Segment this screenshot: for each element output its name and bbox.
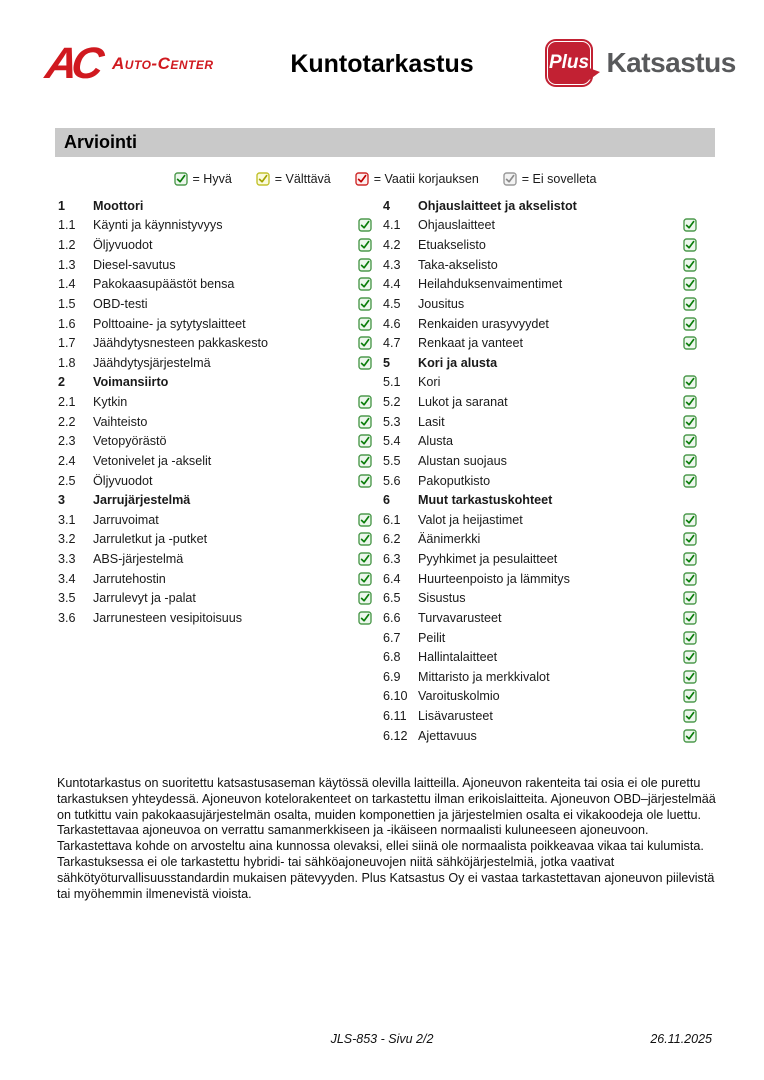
item-number: 3.3	[58, 552, 76, 567]
item-number: 6.4	[383, 571, 401, 586]
checklist-row	[383, 530, 697, 550]
checkmark-icon	[683, 454, 697, 468]
checkmark-icon	[683, 258, 697, 272]
checkmark-icon	[358, 611, 372, 625]
legend-item-good	[174, 172, 232, 186]
item-number: 3.5	[58, 591, 76, 606]
item-number: 3	[58, 493, 66, 508]
checkmark-icon	[358, 513, 372, 527]
checklist-row	[383, 216, 697, 236]
item-label: Turvavarusteet	[418, 610, 502, 625]
fair-check-icon	[256, 172, 270, 186]
item-number: 4.4	[383, 277, 401, 292]
checkmark-icon	[683, 317, 697, 331]
plus-katsastus-logo	[545, 39, 736, 87]
item-number: 4.7	[383, 336, 401, 351]
item-label: Polttoaine- ja sytytyslaitteet	[93, 316, 246, 331]
checklist-row	[383, 647, 697, 667]
checklist-row	[383, 412, 697, 432]
checkmark-icon	[358, 591, 372, 605]
legend-label: = Välttävä	[274, 172, 331, 186]
checkmark-icon	[683, 532, 697, 546]
checklist-row	[383, 235, 697, 255]
item-label: Ohjauslaitteet	[418, 218, 496, 233]
legend-label: = Ei sovelleta	[521, 172, 597, 186]
item-label: Huurteenpoisto ja lämmitys	[418, 571, 570, 586]
checkmark-icon	[683, 552, 697, 566]
checkmark-icon	[358, 454, 372, 468]
item-label: Jarrutehostin	[93, 571, 166, 586]
item-label: Muut tarkastuskohteet	[418, 493, 553, 508]
checklist-section-row	[383, 490, 697, 510]
checklist-section-row	[58, 196, 372, 216]
good-check-icon	[174, 172, 188, 186]
footer-page-info: JLS-853 - Sivu 2/2	[330, 1032, 434, 1046]
item-label: Alusta	[418, 434, 454, 449]
item-label: Ajettavuus	[418, 728, 477, 743]
checklist-row	[58, 471, 372, 491]
item-label: Pakoputkisto	[418, 473, 491, 488]
item-number: 3.6	[58, 610, 76, 625]
checklist-row	[58, 589, 372, 609]
na-check-icon	[503, 172, 517, 186]
checklist-row	[58, 530, 372, 550]
item-number: 4.2	[383, 238, 401, 253]
checklist-row	[383, 706, 697, 726]
item-number: 2.3	[58, 434, 76, 449]
checklist-row	[383, 451, 697, 471]
checkmark-icon	[358, 336, 372, 350]
item-number: 1.6	[58, 316, 76, 331]
checkmark-icon	[683, 513, 697, 527]
section-header-bar	[55, 128, 715, 157]
checkmark-icon	[358, 258, 372, 272]
item-number: 6.6	[383, 610, 401, 625]
checklist-row	[58, 255, 372, 275]
item-number: 5	[383, 355, 391, 370]
checklist-column-left	[58, 196, 372, 628]
item-number: 2.5	[58, 473, 76, 488]
checklist-row	[383, 314, 697, 334]
item-label: Valot ja heijastimet	[418, 512, 523, 527]
item-label: Kytkin	[93, 395, 128, 410]
legend-label: = Vaatii korjauksen	[373, 172, 479, 186]
item-number: 6.9	[383, 669, 401, 684]
item-label: Mittaristo ja merkkivalot	[418, 669, 550, 684]
checklist-row	[58, 608, 372, 628]
item-number: 5.5	[383, 453, 401, 468]
checklist-row	[58, 412, 372, 432]
item-label: Jarrujärjestelmä	[93, 493, 191, 508]
checkmark-icon	[683, 336, 697, 350]
item-number: 4.5	[383, 296, 401, 311]
page-title: Kuntotarkastus	[290, 50, 474, 78]
item-label: Lasit	[418, 414, 445, 429]
item-label: Jarrulevyt ja -palat	[93, 591, 196, 606]
item-number: 6.2	[383, 532, 401, 547]
item-number: 6.12	[383, 728, 408, 743]
checkmark-icon	[683, 709, 697, 723]
checklist-row	[383, 333, 697, 353]
checklist-section-row	[58, 373, 372, 393]
item-label: Kori ja alusta	[418, 355, 498, 370]
checklist-row	[58, 432, 372, 452]
item-number: 5.1	[383, 375, 401, 390]
checkmark-icon	[358, 277, 372, 291]
checkmark-icon	[683, 218, 697, 232]
checklist-row	[383, 392, 697, 412]
checklist-row	[58, 549, 372, 569]
checkmark-icon	[358, 572, 372, 586]
item-label: Renkaiden urasyvyydet	[418, 316, 549, 331]
item-number: 2.4	[58, 453, 76, 468]
plus-badge-label: Plus	[548, 52, 590, 73]
checkmark-icon	[358, 317, 372, 331]
item-number: 6.7	[383, 630, 401, 645]
speech-bubble-tail-icon	[589, 68, 600, 80]
checklist-row	[383, 667, 697, 687]
checklist-row	[383, 471, 697, 491]
checklist-row	[58, 392, 372, 412]
checkmark-icon	[358, 218, 372, 232]
checklist-section-row	[383, 353, 697, 373]
checklist-row	[58, 510, 372, 530]
item-number: 5.6	[383, 473, 401, 488]
checkmark-icon	[683, 238, 697, 252]
item-number: 2.1	[58, 395, 76, 410]
item-label: Pakokaasupäästöt bensa	[93, 277, 235, 292]
item-number: 4.3	[383, 257, 401, 272]
item-label: Äänimerkki	[418, 532, 481, 547]
item-label: Renkaat ja vanteet	[418, 336, 524, 351]
item-number: 3.2	[58, 532, 76, 547]
checkmark-icon	[358, 552, 372, 566]
checklist-row	[383, 373, 697, 393]
checkmark-icon	[358, 356, 372, 370]
item-label: Vaihteisto	[93, 414, 148, 429]
checklist-row	[58, 569, 372, 589]
item-label: Öljyvuodot	[93, 473, 153, 488]
checklist-row	[383, 549, 697, 569]
item-number: 1.5	[58, 296, 76, 311]
status-legend	[55, 169, 715, 189]
item-label: Moottori	[93, 198, 144, 213]
checklist-row	[58, 314, 372, 334]
item-number: 4.6	[383, 316, 401, 331]
checklist-row	[383, 569, 697, 589]
item-number: 1.3	[58, 257, 76, 272]
checklist-row	[383, 628, 697, 648]
item-label: Lisävarusteet	[418, 709, 493, 724]
item-number: 1.2	[58, 238, 76, 253]
checklist-row	[383, 726, 697, 746]
item-label: Varoituskolmio	[418, 689, 500, 704]
checklist-row	[58, 294, 372, 314]
item-number: 5.4	[383, 434, 401, 449]
item-label: Jousitus	[418, 296, 465, 311]
checkmark-icon	[683, 415, 697, 429]
item-number: 6.10	[383, 689, 408, 704]
item-number: 2	[58, 375, 66, 390]
item-number: 1.8	[58, 355, 76, 370]
item-number: 4	[383, 198, 391, 213]
item-number: 6.3	[383, 552, 401, 567]
checkmark-icon	[358, 238, 372, 252]
checklist-row	[383, 687, 697, 707]
checklist-row	[383, 275, 697, 295]
item-label: Jäähdytysnesteen pakkaskesto	[93, 336, 269, 351]
item-label: OBD-testi	[93, 296, 148, 311]
checkmark-icon	[683, 375, 697, 389]
section-title: Arviointi	[64, 132, 138, 152]
item-number: 1.1	[58, 218, 76, 233]
checklist-row	[383, 608, 697, 628]
item-number: 1	[58, 198, 66, 213]
repair-check-icon	[355, 172, 369, 186]
item-label: Lukot ja saranat	[418, 395, 508, 410]
checkmark-icon	[358, 395, 372, 409]
checkmark-icon	[683, 689, 697, 703]
checklist-row	[58, 275, 372, 295]
item-number: 6.5	[383, 591, 401, 606]
item-number: 5.3	[383, 414, 401, 429]
item-label: Jarrunesteen vesipitoisuus	[93, 610, 243, 625]
item-number: 6.8	[383, 650, 401, 665]
item-label: Taka-akselisto	[418, 257, 498, 272]
legend-item-fair	[256, 172, 331, 186]
legend-label: = Hyvä	[192, 172, 232, 186]
checkmark-icon	[683, 277, 697, 291]
checklist-row	[383, 589, 697, 609]
katsastus-logo-text: Katsastus	[606, 47, 736, 78]
item-label: Ohjauslaitteet ja akselistot	[418, 198, 577, 213]
item-label: Voimansiirto	[93, 375, 169, 390]
checkmark-icon	[683, 591, 697, 605]
item-number: 3.1	[58, 512, 76, 527]
item-label: Jäähdytysjärjestelmä	[93, 355, 211, 370]
item-label: Vetonivelet ja -akselit	[93, 453, 212, 468]
checkmark-icon	[683, 474, 697, 488]
checklist-row	[383, 294, 697, 314]
checkmark-icon	[683, 297, 697, 311]
item-label: Alustan suojaus	[418, 453, 507, 468]
checklist-row	[58, 333, 372, 353]
checklist-row	[383, 255, 697, 275]
checkmark-icon	[358, 297, 372, 311]
item-label: Öljyvuodot	[93, 238, 153, 253]
checklist-row	[383, 510, 697, 530]
checkmark-icon	[683, 395, 697, 409]
item-number: 6.1	[383, 512, 401, 527]
item-label: Sisustus	[418, 591, 466, 606]
checkmark-icon	[683, 572, 697, 586]
item-number: 1.7	[58, 336, 76, 351]
checkmark-icon	[358, 434, 372, 448]
checkmark-icon	[358, 415, 372, 429]
item-number: 3.4	[58, 571, 76, 586]
checklist-row	[383, 432, 697, 452]
item-number: 2.2	[58, 414, 76, 429]
checkmark-icon	[683, 650, 697, 664]
item-label: Käynti ja käynnistyvyys	[93, 218, 223, 233]
checklist-section-row	[58, 490, 372, 510]
legend-item-repair	[355, 172, 479, 186]
checklist-row	[58, 235, 372, 255]
checkmark-icon	[683, 611, 697, 625]
legend-item-na	[503, 172, 597, 186]
checkmark-icon	[683, 670, 697, 684]
footer-date: 26.11.2025	[650, 1032, 712, 1046]
item-label: ABS-järjestelmä	[93, 552, 184, 567]
checklist-section-row	[383, 196, 697, 216]
item-label: Vetopyörästö	[93, 434, 167, 449]
checkmark-icon	[358, 532, 372, 546]
checklist-column-right	[383, 196, 697, 746]
item-label: Pyyhkimet ja pesulaitteet	[418, 552, 558, 567]
checklist-row	[58, 451, 372, 471]
item-number: 6	[383, 493, 391, 508]
item-label: Jarruletkut ja -putket	[93, 532, 208, 547]
checklist-row	[58, 353, 372, 373]
plus-badge-icon	[545, 39, 593, 87]
item-label: Peilit	[418, 630, 446, 645]
disclaimer-text: Kuntotarkastus on suoritettu katsastusaseman käytössä olevilla laitteilla. Ajoneuvon rakenteita tai osia ei ole purettu tarkastuksen yhteydessä. Ajoneuvon kotelorakenteet on tarkastettu ilman erikoislaitteita. Ajoneuvon OBD–järjestelmää on tutkittu vain pakokaasujärjestelmän osalta, muiden komponettien ja järjestelmien osalta ei vikakoodeja ole luettu. Tarkastettavaa ajoneuvoa on verrattu samanmerkkiseen ja -ikäiseen normaalisti kuluneeseen ajoneuvoon. Tarkastettava kohde on arvosteltu aina kunnossa olevaksi, ellei siinä ole normaalista poikkeavaa vikaa tai kulumista. Tarkastuksessa ei ole tarkastettu hybridi- tai sähköajoneuvojen niitä sähköjärjestelmiä, jotka vaativat sähkötyöturvallisuusstandardin mukaisen pätevyyden. Plus Katsastus Oy ei vastaa tarkastettavan ajoneuvon piilevistä tai myöhemmin ilmenevistä vioista.	[57, 776, 716, 901]
checklist-row	[58, 216, 372, 236]
item-label: Heilahduksenvaimentimet	[418, 277, 563, 292]
checkmark-icon	[683, 631, 697, 645]
item-label: Kori	[418, 375, 441, 390]
item-label: Etuakselisto	[418, 238, 486, 253]
item-label: Diesel-savutus	[93, 257, 176, 272]
item-number: 4.1	[383, 218, 401, 233]
checkmark-icon	[683, 434, 697, 448]
ac-logo-mark: AC	[42, 39, 102, 88]
item-number: 1.4	[58, 277, 76, 292]
checkmark-icon	[358, 474, 372, 488]
item-number: 6.11	[383, 709, 407, 724]
auto-center-logo-text: Auto-Center	[112, 54, 214, 73]
item-label: Hallintalaitteet	[418, 650, 498, 665]
checkmark-icon	[683, 729, 697, 743]
item-number: 5.2	[383, 395, 401, 410]
item-label: Jarruvoimat	[93, 512, 159, 527]
